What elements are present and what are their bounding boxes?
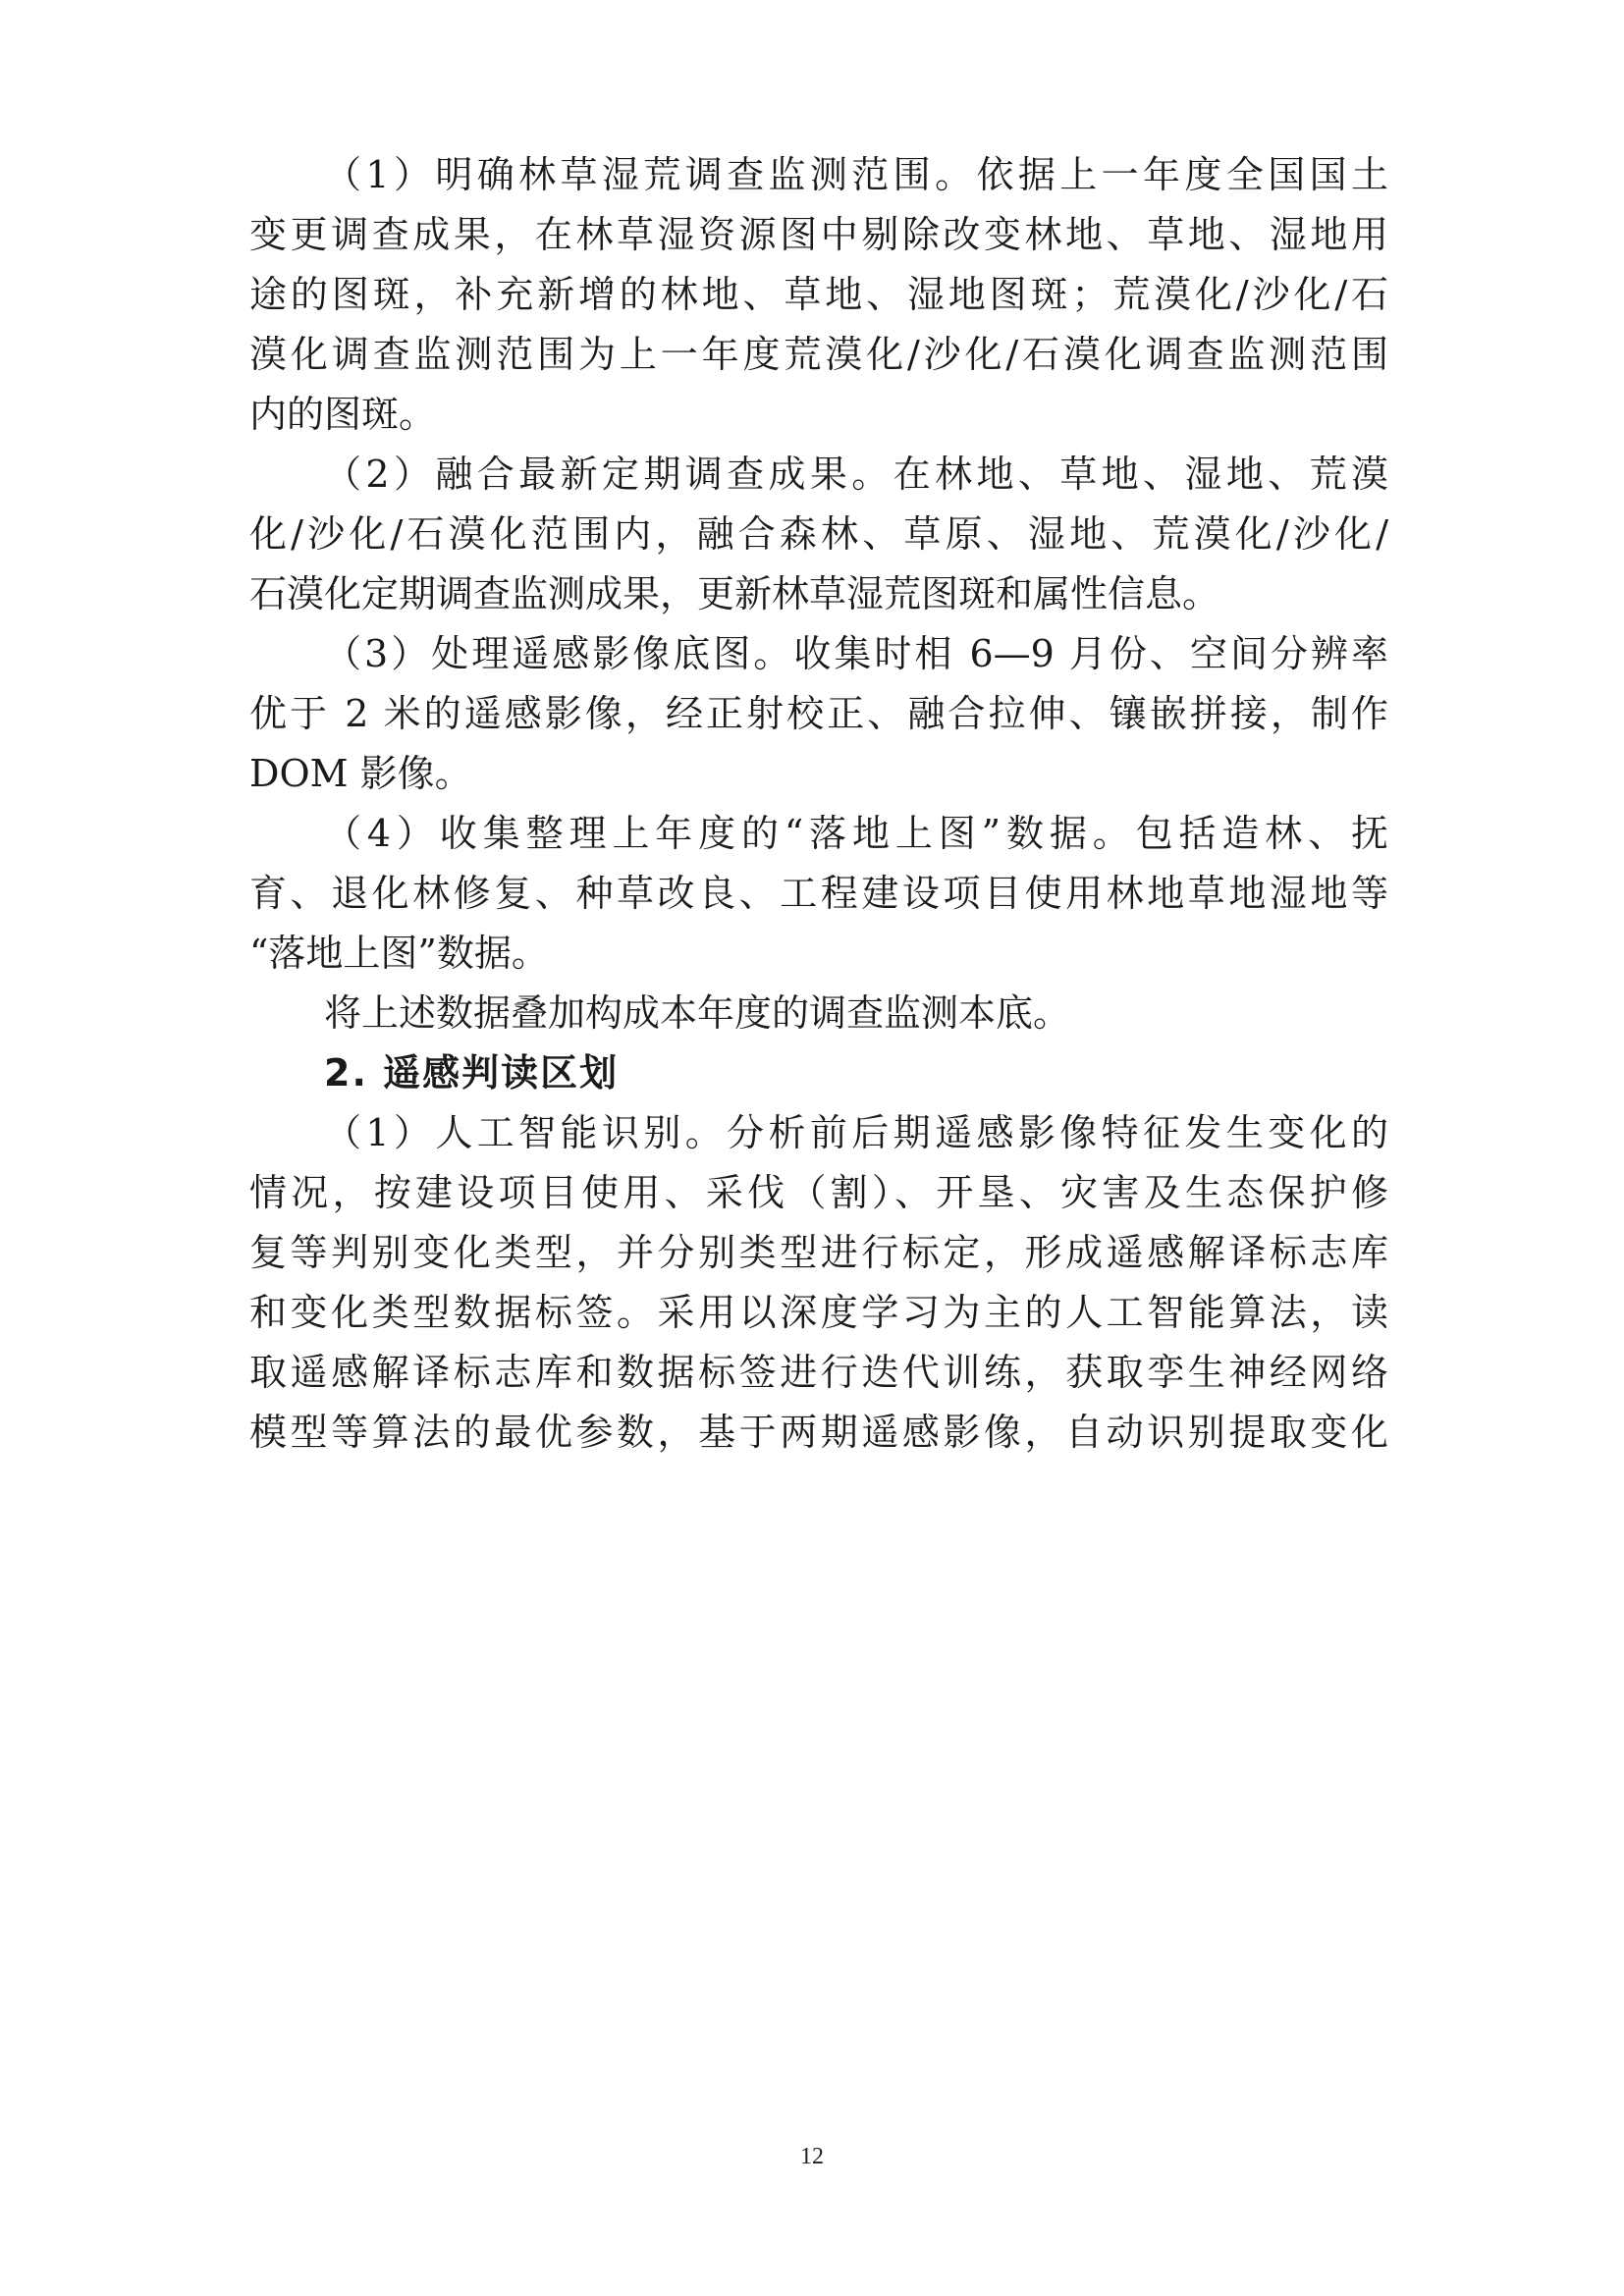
- paragraph-2-line-1: （2）融合最新定期调查成果。在林地、草地、湿地、荒漠: [324, 453, 1388, 496]
- paragraph-6-line-2: 情况，按建设项目使用、采伐（割）、开垦、灾害及生态保护修: [249, 1171, 1388, 1214]
- paragraph-2-line-2: 化/沙化/石漠化范围内，融合森林、草原、湿地、荒漠化/沙化/: [249, 512, 1388, 556]
- paragraph-1-line-4: 漠化调查监测范围为上一年度荒漠化/沙化/石漠化调查监测范围: [249, 333, 1388, 376]
- paragraph-1-line-2: 变更调查成果，在林草湿资源图中剔除改变林地、草地、湿地用: [249, 213, 1388, 256]
- paragraph-2-line-3: 石漠化定期调查监测成果，更新林草湿荒图斑和属性信息。: [249, 572, 1220, 615]
- paragraph-4-line-2: 育、退化林修复、种草改良、工程建设项目使用林地草地湿地等: [249, 872, 1388, 915]
- paragraph-6-line-5: 取遥感解译标志库和数据标签进行迭代训练，获取孪生神经网络: [249, 1351, 1388, 1394]
- page-number: 12: [800, 2144, 824, 2169]
- paragraph-3-line-1: （3）处理遥感影像底图。收集时相 6—9 月份、空间分辨率: [324, 632, 1388, 675]
- section-heading: 2. 遥感判读区划: [324, 1051, 620, 1095]
- paragraph-6-line-4: 和变化类型数据标签。采用以深度学习为主的人工智能算法，读: [249, 1291, 1388, 1334]
- paragraph-4-line-3: “落地上图”数据。: [249, 932, 549, 975]
- paragraph-1-line-5: 内的图斑。: [249, 393, 437, 436]
- paragraph-3-line-2: 优于 2 米的遥感影像，经正射校正、融合拉伸、镶嵌拼接，制作: [249, 692, 1388, 735]
- paragraph-5-line-1: 将上述数据叠加构成本年度的调查监测本底。: [324, 991, 1071, 1035]
- paragraph-3-line-3: DOM 影像。: [249, 752, 472, 795]
- paragraph-4-line-1: （4）收集整理上年度的“落地上图”数据。包括造林、抚: [324, 812, 1388, 855]
- paragraph-6-line-1: （1）人工智能识别。分析前后期遥感影像特征发生变化的: [324, 1111, 1388, 1154]
- paragraph-6-line-3: 复等判别变化类型，并分别类型进行标定，形成遥感解译标志库: [249, 1231, 1388, 1274]
- paragraph-1-line-1: （1）明确林草湿荒调查监测范围。依据上一年度全国国土: [324, 153, 1388, 196]
- paragraph-6-line-6: 模型等算法的最优参数，基于两期遥感影像，自动识别提取变化: [249, 1411, 1388, 1454]
- paragraph-1-line-3: 途的图斑，补充新增的林地、草地、湿地图斑；荒漠化/沙化/石: [249, 273, 1388, 316]
